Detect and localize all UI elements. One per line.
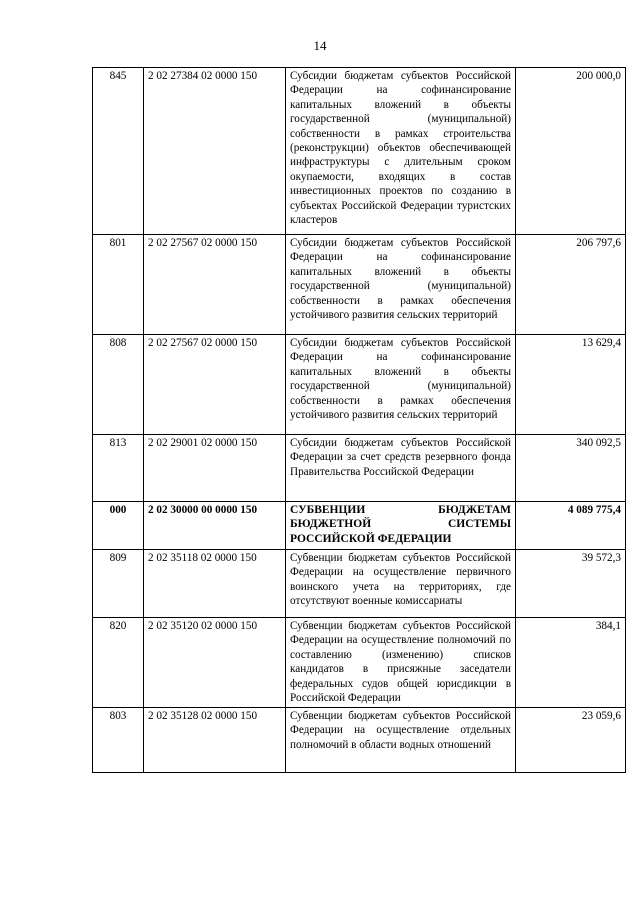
budget-classification-code-cell: 2 02 27567 02 0000 150 bbox=[144, 335, 286, 435]
admin-code-cell: 820 bbox=[93, 618, 144, 708]
table-row bbox=[93, 502, 626, 550]
amount-cell: 39 572,3 bbox=[516, 550, 626, 618]
amount-cell: 340 092,5 bbox=[516, 435, 626, 502]
admin-code-cell: 845 bbox=[93, 68, 144, 235]
revenue-name-cell: Субсидии бюджетам субъектов Российской Федерации за счет средств резервного фонда Правительства Российской Федерации bbox=[286, 435, 516, 502]
admin-code-cell: 813 bbox=[93, 435, 144, 502]
budget-classification-code-cell: 2 02 30000 00 0000 150 bbox=[144, 502, 286, 550]
admin-code-cell: 808 bbox=[93, 335, 144, 435]
table-row bbox=[93, 335, 626, 435]
table-body bbox=[93, 68, 626, 773]
admin-code-cell: 809 bbox=[93, 550, 144, 618]
revenue-name-cell: Субсидии бюджетам субъектов Российской Федерации на софинансирование капитальных вложений в объекты государственной (муниципальной) собственности в рамках обеспечения устойчивого развития сельских территорий bbox=[286, 335, 516, 435]
table-row bbox=[93, 235, 626, 335]
revenue-name-cell: Субвенции бюджетам субъектов Российской Федерации на осуществление первичного воинского учета на территориях, где отсутствуют военные комиссариаты bbox=[286, 550, 516, 618]
admin-code-cell: 803 bbox=[93, 708, 144, 773]
budget-classification-code-cell: 2 02 27567 02 0000 150 bbox=[144, 235, 286, 335]
budget-classification-code-cell: 2 02 29001 02 0000 150 bbox=[144, 435, 286, 502]
revenue-name-cell: Субвенции бюджетам субъектов Российской Федерации на осуществление полномочий по составлению (изменению) списков кандидатов в присяжные заседатели федеральных судов общей юрисдикции в Российской Федерации bbox=[286, 618, 516, 708]
table-row bbox=[93, 708, 626, 773]
budget-classification-code-cell: 2 02 27384 02 0000 150 bbox=[144, 68, 286, 235]
revenue-name-cell: Субсидии бюджетам субъектов Российской Федерации на софинансирование капитальных вложений в объекты государственной (муниципальной) собственности в рамках обеспечения устойчивого развития сельских территорий bbox=[286, 235, 516, 335]
table-row bbox=[93, 68, 626, 235]
amount-cell: 206 797,6 bbox=[516, 235, 626, 335]
table-row bbox=[93, 550, 626, 618]
budget-classification-code-cell: 2 02 35118 02 0000 150 bbox=[144, 550, 286, 618]
amount-cell: 4 089 775,4 bbox=[516, 502, 626, 550]
admin-code-cell: 801 bbox=[93, 235, 144, 335]
amount-cell: 13 629,4 bbox=[516, 335, 626, 435]
amount-cell: 384,1 bbox=[516, 618, 626, 708]
amount-cell: 23 059,6 bbox=[516, 708, 626, 773]
amount-cell: 200 000,0 bbox=[516, 68, 626, 235]
revenue-name-cell: СУБВЕНЦИИ БЮДЖЕТАМ БЮДЖЕТНОЙ СИСТЕМЫ РОССИЙСКОЙ ФЕДЕРАЦИИ bbox=[286, 502, 516, 550]
revenue-name-cell: Субвенции бюджетам субъектов Российской Федерации на осуществление отдельных полномочий в области водных отношений bbox=[286, 708, 516, 773]
budget-classification-code-cell: 2 02 35120 02 0000 150 bbox=[144, 618, 286, 708]
table-row bbox=[93, 435, 626, 502]
page-number: 14 bbox=[313, 38, 327, 53]
budget-classification-code-cell: 2 02 35128 02 0000 150 bbox=[144, 708, 286, 773]
budget-revenue-table bbox=[92, 67, 626, 773]
admin-code-cell: 000 bbox=[93, 502, 144, 550]
table-row bbox=[93, 618, 626, 708]
revenue-name-cell: Субсидии бюджетам субъектов Российской Федерации на софинансирование капитальных вложений в объекты государственной (муниципальной) собственности в рамках строительства (реконструкции) объектов обеспечивающей инфраструктуры с длительным сроком окупаемости, входящих в состав инвестиционных проектов по созданию в субъектах Российской Федерации туристских кластеров bbox=[286, 68, 516, 235]
